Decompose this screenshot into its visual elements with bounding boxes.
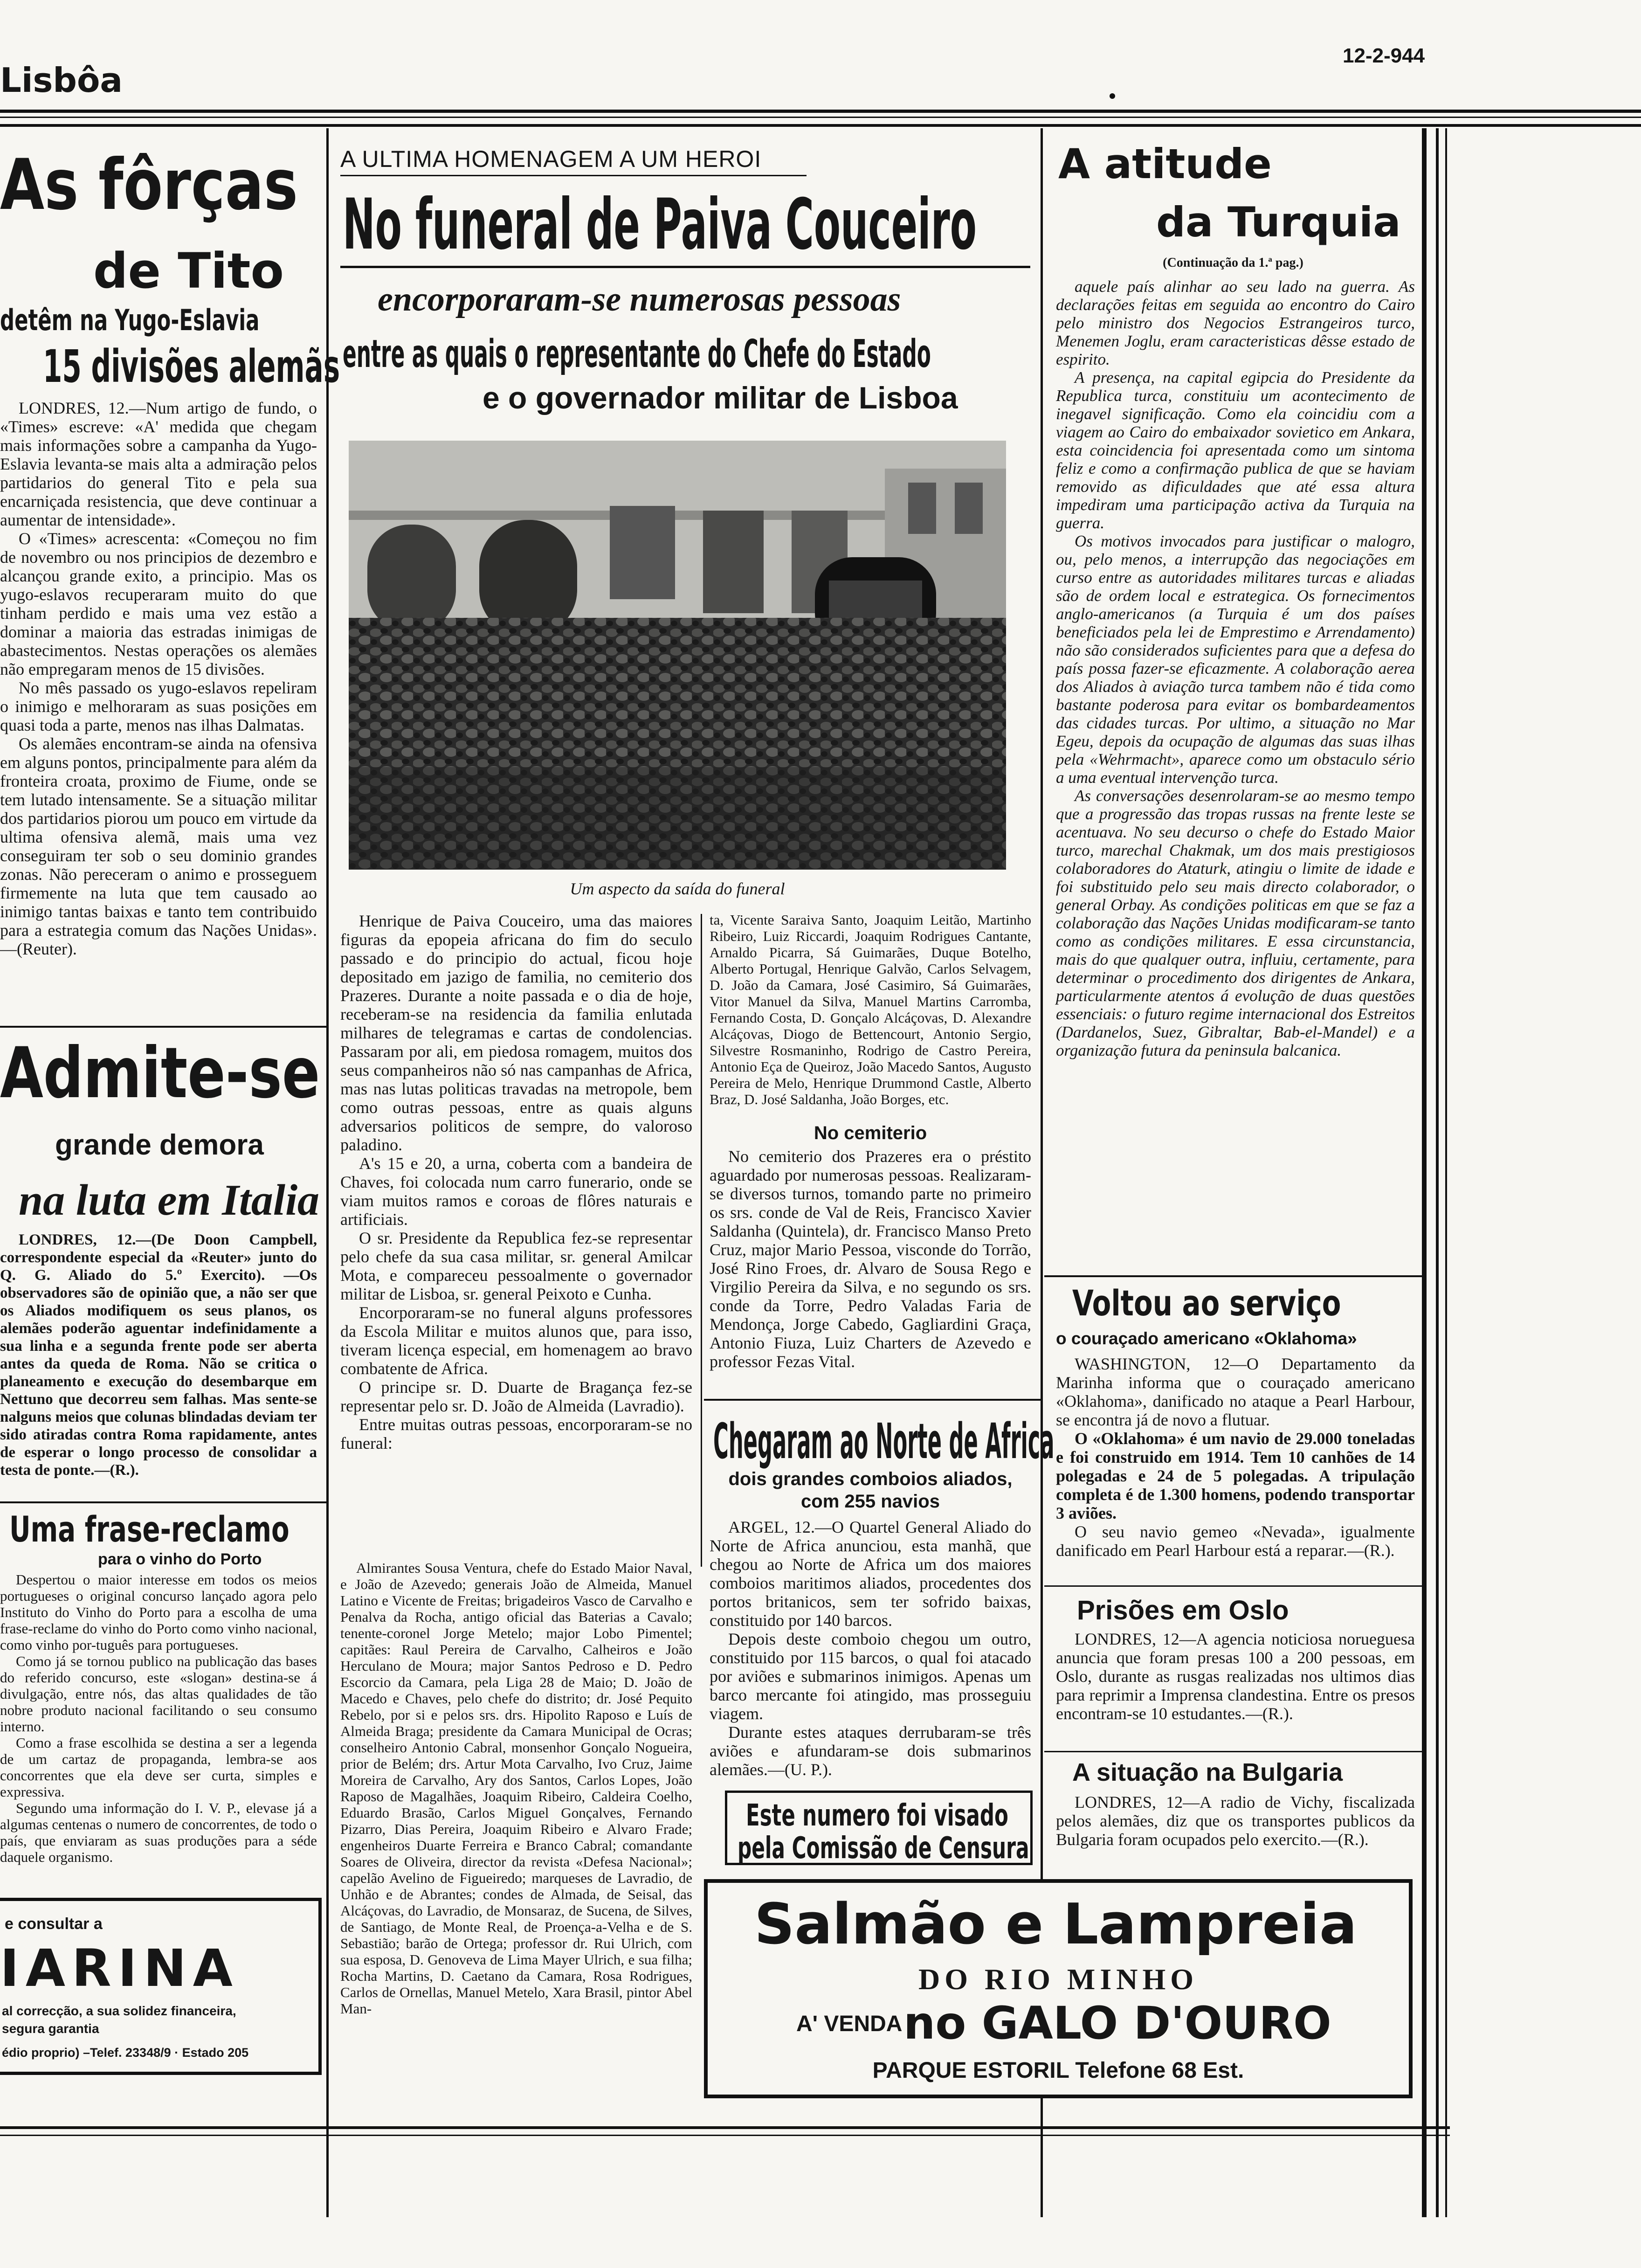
- turquia-end-rule: [1044, 1275, 1422, 1277]
- salmao-ad-sub: DO RIO MINHO: [918, 1963, 1198, 1996]
- censura-line-1: Este numero foi visado: [746, 1798, 1008, 1833]
- column-rule-mid: [701, 914, 702, 1567]
- funeral-paragraph: A's 15 e 20, a urna, coberta com a bandeira de Chaves, foi colocada num carro funerario, onde se viam muitos ramos e coroas de flôres naturais e artificiais.: [340, 1154, 692, 1229]
- salmao-ad-sale: A' VENDA: [796, 2012, 903, 2036]
- funeral-paragraph: O sr. Presidente da Republica fez-se representar pelo chefe da sua casa militar, sr. general Amilcar Mota, e compareceu pessoalmente o governador militar de Lisboa, sr. general Peixoto e Cunha.: [340, 1229, 692, 1303]
- cemiterio-heading: No cemiterio: [814, 1123, 927, 1143]
- oklahoma-sub: o couraçado americano «Oklahoma»: [1056, 1329, 1357, 1348]
- turquia-headline: A atitude: [1058, 140, 1272, 188]
- africa-sub-1: dois grandes comboios aliados,: [728, 1469, 1013, 1489]
- top-rule-thin: [0, 117, 1641, 118]
- funeral-names: ta, Vicente Saraiva Santo, Joaquim Leitão, Martinho Ribeiro, Luiz Riccardi, Joaquim Rodrigues Cantante, Arnaldo Picarra, Sá Guimarães, Duque Botelho, Alberto Portugal, Henrique Galvão, Carlos Selvagem, D. João da Camara, José Casimiro, Sá Guimarães, Vitor Manuel da Silva, Manuel Martins Carromba, Fernando Costa, D. Gonçalo Alcáçovas, D. Alexandre Alcáçovas, Diogo de Bettencourt, Antonio Sergio, Silvestre Rosmaninho, Rodrigo de Castro Pereira, Antonio Eça de Queiroz, João Macedo Santos, Augusto Pereira de Melo, Henrique Drummond Castle, Alberto Braz, D. José Saldanha, João Borges, etc.: [710, 912, 1031, 1107]
- tito-headline: As fôrças: [0, 145, 298, 226]
- bulgaria-article: [1056, 1793, 1415, 1849]
- cemiterio-article: [710, 1147, 1031, 1371]
- funeral-article: [340, 912, 692, 1452]
- salmao-ad-address: PARQUE ESTORIL Telefone 68 Est.: [872, 2058, 1244, 2083]
- marina-ad-name: IARINA: [0, 1938, 239, 1998]
- tito-paragraph: O «Times» acrescenta: «Começou no fim de novembro ou nos principios de dezembro e alcançou grande exito, a principio. Mas os yugo-eslavos recuperaram muito do que tinham perdido e mais uma vez estão a dominar a maioria das estradas inimigas de abastecimentos. Nestas operações os alemães não empregaram menos de 15 divisões.: [0, 529, 317, 678]
- admite-end-rule: [0, 1501, 326, 1503]
- funeral-headline-rule: [340, 266, 1030, 268]
- cemiterio-paragraph: No cemiterio dos Prazeres era o préstito aguardado por numerosas pessoas. Realizaram-se diversos turnos, tomando parte no primeiro os srs. conde de Val de Reis, Francisco Xavier Saldanha (Quintela), dr. Francisco Manso Preto Cruz, major Mario Pessoa, visconde do Torrão, José Rino Froes, dr. Alvaro de Sousa Rego e Virgilio Pereira da Silva, e no segundo os srs. conde da Torre, Pedro Valadas Faria de Mendonça, Jorge Cabedo, Gagliardini Graça, Antonio Fiuza, Luiz Charters de Azevedo e professor Fezas Vital.: [710, 1147, 1031, 1371]
- admite-paragraph: LONDRES, 12.—(De Doon Campbell, correspondente especial da «Reuter» junto do Q. G. Aliado do 5.º Exercito). —Os observadores são de opinião que, a não ser que os Aliados modifiquem os seus planos, os alemães poderão aguentar indefinidamente a sua linha e a segunda frente pode ser aberta antes da queda de Roma. Não se critica o planeamento e execução do desembarque em Nettuno que decorreu sem falhas. Mas sente-se nalguns meios que colunas blindadas deviam ter sido atiradas contra Roma rapidamente, antes de esperar o longo processo de consolidar a testa de ponte.—(R.).: [0, 1231, 317, 1479]
- right-edge-bar-2: [1436, 128, 1439, 2217]
- bottom-rule-2: [0, 2135, 1450, 2136]
- masthead-date: 12-2-944: [1343, 44, 1425, 67]
- oklahoma-article: [1056, 1355, 1415, 1560]
- africa-paragraph: ARGEL, 12.—O Quartel General Aliado do Norte de Africa anunciou, esta manhã, que chegou ao Norte de Africa um dos maiores comboios maritimos aliados, procedentes dos portos britanicos, sem ter sofrido baixas, constituido por 140 barcos.: [710, 1518, 1031, 1630]
- right-edge-bar: [1422, 128, 1427, 2217]
- frase-paragraph: Como já se tornou publico na publicação das bases do referido concurso, este «slogan» destina-se á divulgação, entre nós, das altas qualidades de tão nobre produto nacional facilitando o seu consumo interno.: [0, 1653, 317, 1735]
- masthead-name: Lisbôa: [0, 61, 123, 100]
- bulgaria-headline: A situação na Bulgaria: [1072, 1758, 1343, 1786]
- bottom-rule: [0, 2126, 1450, 2129]
- turquia-paragraph: A presença, na capital egipcia do Presidente da Republica turca, constituiu um acontecimento de inegavel significação. Como ela coincidiu com a viagem ao Cairo do embaixador sovietico em Ankara, esta coincidencia foi apresentada como um sintoma feliz e como a confirmação publica de que se haviam removido as dificuldades que até essa altura impediram uma participação activa da Turquia na guerra.: [1056, 368, 1415, 532]
- salmao-ad: [704, 1879, 1413, 2098]
- turquia-paragraph: Os motivos invocados para justificar o malogro, ou, pelo menos, a interrupção das negociações em curso entre as autoridades militares turcas e aliadas são de ordem local e estrategica. Os fornecimentos anglo-americanos (a Turquia é um dos países beneficiados pela lei de Emprestimo e Arrendamento) não são considerados suficientes para que a defesa do país possa fazer-se eficazmente. A colaboração aerea dos Aliados à aviação turca tambem não é tida como bastante poderosa para evitar os bombardeamentos das cidades turcas. Por ultimo, a situação no Mar Egeu, depois da ocupação de algumas das suas ilhas pela «Wehrmacht», aparece como um obstaculo sério a uma eventual intervenção turca.: [1056, 532, 1415, 787]
- funeral-kicker-rule: [340, 175, 807, 176]
- tito-article: [0, 399, 317, 958]
- turquia-article: [1056, 277, 1415, 1059]
- funeral-names-list: [340, 1560, 692, 2017]
- bulgaria-paragraph: LONDRES, 12—A radio de Vichy, fiscalizada pelos alemães, diz que os transportes publicos da Bulgaria foram ocupados pelo exercito.—(R.).: [1056, 1793, 1415, 1849]
- salmao-ad-title: Salmão e Lampreia: [754, 1892, 1357, 1957]
- marina-ad: [0, 1898, 322, 2075]
- frase-paragraph: Segundo uma informação do I. V. P., elevase já a algumas centenas o numero de concorrentes, de todo o país, que enviaram as suas produções para a séde daquele organismo.: [0, 1800, 317, 1865]
- oklahoma-end-rule: [1044, 1585, 1422, 1587]
- tito-subhead-2: 15 divisões alemãs: [43, 340, 340, 393]
- funeral-names-list-2: [710, 912, 1031, 1107]
- tito-paragraph: No mês passado os yugo-eslavos repeliram o inimigo e melhoraram as suas posições em quasi toda a parte, menos nas ilhas Dalmatas.: [0, 678, 317, 734]
- masthead-dot: [1110, 93, 1115, 99]
- admite-sub-2: na luta em Italia: [19, 1176, 320, 1224]
- tito-paragraph: LONDRES, 12.—Num artigo de fundo, o «Times» escreve: «A' medida que chegam mais informações sobre a campanha da Yugo-Eslavia levanta-se mais alta a admiração pelos partidarios do general Tito e pela sua encarniçada resistencia, que deve continuar a aumentar de intensidade».: [0, 399, 317, 529]
- africa-paragraph: Durante estes ataques derrubaram-se três aviões e afundaram-se dois submarinos alemães.—(U. P.).: [710, 1723, 1031, 1779]
- frase-article: [0, 1571, 317, 1865]
- oklahoma-headline: Voltou ao serviço: [1072, 1282, 1341, 1324]
- oslo-headline: Prisões em Oslo: [1077, 1595, 1289, 1625]
- funeral-deck-1: encorporaram-se numerosas pessoas: [378, 280, 901, 318]
- oslo-article: [1056, 1630, 1415, 1723]
- censura-box: [725, 1791, 1033, 1865]
- funeral-photo: [349, 441, 1006, 870]
- oklahoma-paragraph: WASHINGTON, 12—O Departamento da Marinha informa que o couraçado americano «Oklahoma», danificado no ataque a Pearl Harbour, se encontra já de novo a flutuar.: [1056, 1355, 1415, 1429]
- frase-paragraph: Despertou o maior interesse em todos os meios portugueses o original concurso lançado agora pelo Instituto do Vinho do Porto para a escolha de uma frase-reclame do vinho do Porto como vinho nacional, como vinho por-tuguês para portugueses.: [0, 1571, 317, 1653]
- tito-headline-2: de Tito: [93, 242, 284, 299]
- funeral-deck-2: entre as quais o representante do Chefe do Estado: [343, 332, 931, 376]
- funeral-names: Almirantes Sousa Ventura, chefe do Estado Maior Naval, e João de Azevedo; generais João de Almeida, Manuel Latino e Vicente de Freitas; brigadeiros Vasco de Carvalho e Penalva da Rocha, antigo oficial das Baterias a Cavalo; tenente-coronel Jorge Metelo; major Lobo Pimentel; capitães: Raul Pereira de Carvalho, Calheiros e João Herculano de Moura; major Santos Pedroso e D. Pedro Escorcio da Camara, pela Liga 28 de Maio; D. João de Macedo e Chaves, pelo chefe do distrito; dr. José Pequito Rebelo, por si e pelos srs. drs. Hipolito Raposo e Luís de Almeida Braga; presidente da Camara Municipal de Ocras; conselheiro Antonio Cabral, monsenhor Gonçalo Nogueira, prior de Belém; drs. Artur Mota Carvalho, Ivo Cruz, Jaime Moreira de Carvalho, Ary dos Santos, Carlos Lopes, João Raposo de Magalhães, Joaquim Ribeiro, Caldeira Coelho, Eduardo Brasão, Carlos Miguel Gonçalves, Fernando Pizarro, Dias Pereira, Joaquim Ribeiro e Alvaro Frade; engenheiros Duarte Ferreira e Branco Cabral; comandante Soares de Oliveira, director da revista «Defesa Nacional»; capelão Avelino de Figueiredo; marqueses de Lavradio, de Unhão e de Abrantes; condes de Almada, de Seisal, das Alcáçovas, do Lavradio, de Monsaraz, de Sucena, de Silves, de Santiago, de Monte Real, de Proença-a-Velha e de S. Sebastião; barão de Ortega; professor dr. Rui Ulrich, com sua esposa, D. Genoveva de Lima Mayer Ulrich, e sua filha; Rocha Martins, D. Caetano da Camara, Rosa Rodrigues, Carlos de Ornellas, Manuel Metelo, Xara Brasil, pintor Abel Man-: [340, 1560, 692, 2017]
- frase-sub: para o vinho do Porto: [98, 1550, 262, 1568]
- funeral-paragraph: O principe sr. D. Duarte de Bragança fez-se representar pelo sr. D. João de Almeida (Lavradio).: [340, 1378, 692, 1415]
- admite-body: [0, 1231, 317, 1479]
- funeral-paragraph: Henrique de Paiva Couceiro, uma das maiores figuras da epopeia africana do fim do seculo passado e do principio do actual, ficou hoje depositado em jazigo de familia, no cemiterio dos Prazeres. Durante a noite passada e o dia de hoje, receberam-se na residencia da familia enlutada milhares de telegramas e cartas de condolencias. Passaram por ali, em piedosa romagem, muitos dos seus companheiros não só nas campanhas de Africa, mas nas lutas politicas travadas na metropole, bem como outras pessoas, entre as quais alguns adversarios politicos de sempre, do valoroso paladino.: [340, 912, 692, 1154]
- turquia-continuation: (Continuação da 1.ª pag.): [1163, 256, 1303, 270]
- cemiterio-end-rule: [704, 1399, 1041, 1401]
- top-rule: [0, 110, 1641, 113]
- funeral-deck-3: e o governador militar de Lisboa: [483, 380, 958, 415]
- tito-subhead: detêm na Yugo-Eslavia: [0, 303, 260, 337]
- funeral-paragraph: Encorporaram-se no funeral alguns professores da Escola Militar e muitos alunos que, para isso, tiveram licença especial, em homenagem ao bravo combatente de Africa.: [340, 1303, 692, 1378]
- funeral-kicker: A ULTIMA HOMENAGEM A UM HEROI: [340, 146, 762, 172]
- funeral-photo-image: [349, 441, 1006, 870]
- frase-paragraph: Como a frase escolhida se destina a ser a legenda de um cartaz de propaganda, lembra-se aos concorrentes que ela deve ser curta, simples e expressiva.: [0, 1735, 317, 1800]
- marina-ad-line-5: édio proprio) –Telef. 23348/9 · Estado 205: [2, 2046, 249, 2060]
- admite-sub-1: grande demora: [55, 1129, 264, 1161]
- marina-ad-line-3: al correcção, a sua solidez financeira,: [2, 2004, 236, 2018]
- africa-headline: Chegaram ao Norte de Africa: [713, 1413, 1055, 1470]
- admite-headline: Admite-se: [0, 1033, 320, 1114]
- africa-sub-2: com 255 navios: [801, 1491, 940, 1512]
- marina-ad-line-1: e consultar a: [5, 1915, 103, 1933]
- oslo-paragraph: LONDRES, 12—A agencia noticiosa norueguesa anuncia que foram presas 100 a 200 pessoas, em Oslo, durante as rusgas realizadas nos ultimos dias para reprimir a Imprensa clandestina. Entre os presos encontram-se 10 estudantes.—(R.).: [1056, 1630, 1415, 1723]
- column-rule-left: [326, 128, 329, 2217]
- turquia-paragraph: aquele país alinhar ao seu lado na guerra. As declarações feitas em seguida ao encontro do Cairo pelo ministro dos Negocios Estrangeiros turco, Menemen Joglu, eram caracteristicas dêsse estado de espirito.: [1056, 277, 1415, 368]
- africa-article: [710, 1518, 1031, 1779]
- marina-ad-line-4: segura garantia: [2, 2021, 99, 2036]
- turquia-headline-2: da Turquia: [1156, 198, 1401, 246]
- tito-end-rule: [0, 1026, 326, 1028]
- top-rule-2: [0, 124, 1641, 127]
- oslo-end-rule: [1044, 1751, 1422, 1752]
- oklahoma-paragraph: O «Oklahoma» é um navio de 29.000 toneladas e foi construido em 1914. Tem 10 canhões de 14 polegadas e 24 de 5 polegadas. A tripulação completa é de 1.300 homens, podendo transportar 3 aviões.: [1056, 1429, 1415, 1522]
- censura-line-2: pela Comissão de Censura: [738, 1831, 1029, 1866]
- frase-headline: Uma frase-reclamo: [9, 1508, 290, 1550]
- funeral-headline: No funeral de Paiva Couceiro: [343, 184, 977, 265]
- right-edge-bar-3: [1445, 128, 1447, 2217]
- funeral-paragraph: Entre muitas outras pessoas, encorporaram-se no funeral:: [340, 1415, 692, 1452]
- africa-paragraph: Depois deste comboio chegou um outro, constituido por 115 barcos, o qual foi atacado por aviões e submarinos inimigos. Apenas um barco mercante foi atingido, mas prosseguiu viagem.: [710, 1630, 1031, 1723]
- funeral-photo-caption: Um aspecto da saída do funeral: [570, 879, 785, 898]
- oklahoma-paragraph: O seu navio gemeo «Nevada», igualmente danificado em Pearl Harbour está a reparar.—(R.).: [1056, 1522, 1415, 1560]
- tito-paragraph: Os alemães encontram-se ainda na ofensiva em alguns pontos, principalmente para além da fronteira croata, proximo de Fiume, onde se tem lutado intensamente. Se a situação militar dos partidarios piorou um pouco em virtude da ultima ofensiva alemã, mais uma vez conseguiram ter sob o seu dominio grandes zonas. Não pereceram o animo e prosseguem firmemente na luta que tem causado ao inimigo tantas baixas e tanto tem contribuido para a estrategia comum das Nações Unidas».—(Reuter).: [0, 734, 317, 958]
- turquia-paragraph: As conversações desenrolaram-se ao mesmo tempo que a progressão das tropas russas na frente leste se acentuava. No seu decurso o chefe do Estado Maior turco, marechal Chakmak, um dos mais prestigiosos colaboradores do Ataturk, atingiu o limite de idade e foi substituido pelo seu mais directo colaborador, o general Orbay. As condições politicas em que se faz a colaboração das Nações Unidas modificaram-se tanto como as condições militares. E essa circunstancia, mais do que qualquer outra, influiu, certamente, para determinar o procedimento dos dirigentes de Ankara, particularmente atentos á evolução de duas questões essenciais: o futuro regime internacional dos Estreitos (Dardanelos, Suez, Gibraltar, Bab-el-Mandel) e a organização futura da peninsula balcanica.: [1056, 787, 1415, 1059]
- salmao-ad-galo: no GALO D'OURO: [903, 1997, 1331, 2049]
